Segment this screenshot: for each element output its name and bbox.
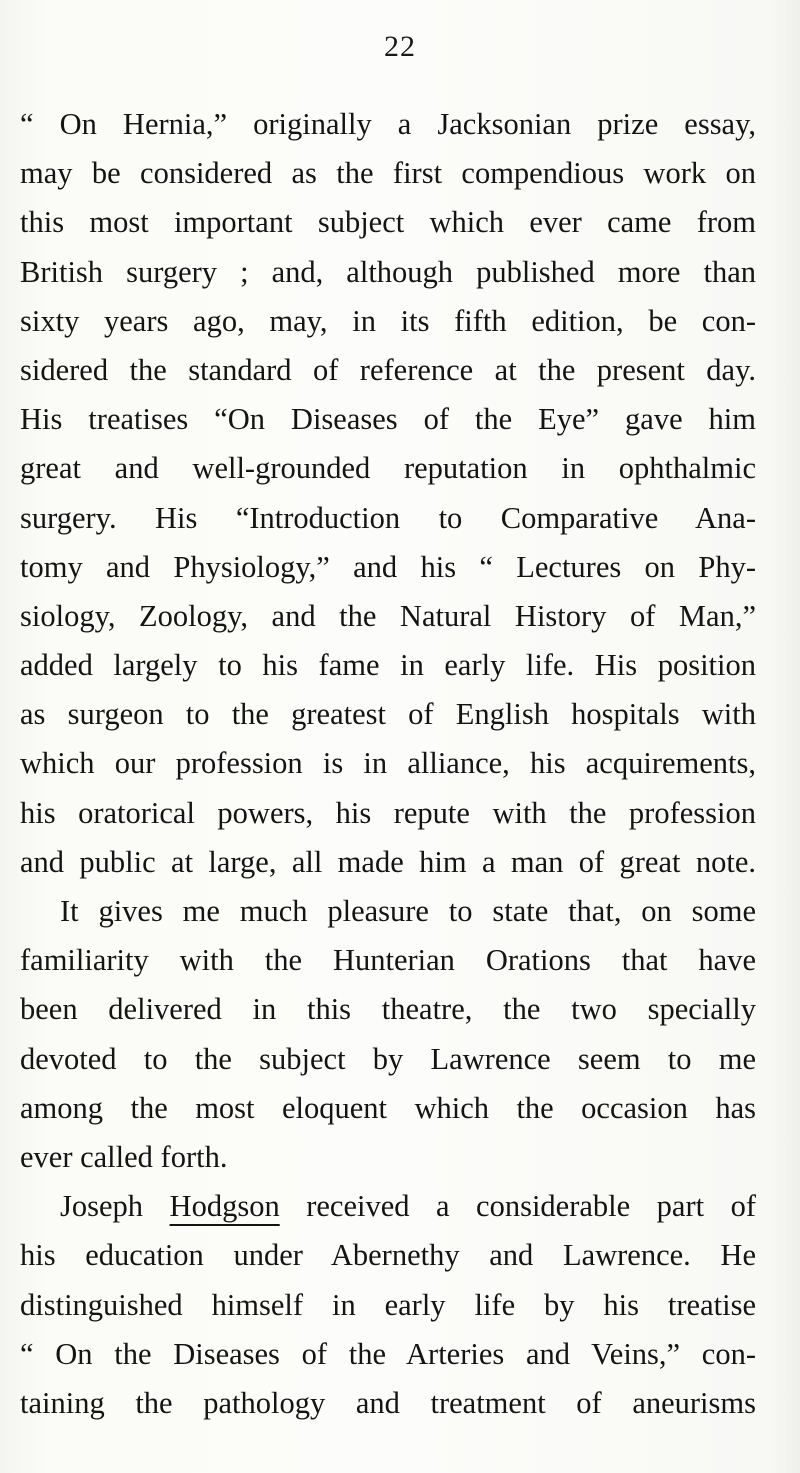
text-line: among the most eloquent which the occasion has bbox=[20, 1090, 756, 1125]
text-line: this most important subject which ever came from bbox=[20, 205, 756, 240]
text-fragment: received a considerable part of bbox=[306, 1189, 756, 1224]
text-line: surgery. His “Introduction to Comparative Ana- bbox=[20, 500, 756, 535]
text-line: and public at large, all made him a man of great note. bbox=[20, 844, 756, 879]
text-line bbox=[20, 1182, 756, 1231]
text-line: been delivered in this theatre, the two specially bbox=[20, 992, 756, 1027]
text-line: ever called forth. bbox=[20, 1139, 228, 1174]
paragraph-hernia-essay bbox=[20, 100, 756, 887]
text-line: “ On the Diseases of the Arteries and Veins,” con- bbox=[20, 1336, 756, 1371]
text-line: siology, Zoology, and the Natural History of Man,” bbox=[20, 598, 756, 633]
text-line: devoted to the subject by Lawrence seem to me bbox=[20, 1041, 756, 1076]
text-line: sidered the standard of reference at the present day. bbox=[20, 352, 756, 387]
text-line: distinguished himself in early life by his treatise bbox=[20, 1287, 756, 1322]
text-line: British surgery ; and, although published more than bbox=[20, 254, 756, 289]
paragraph-joseph-hodgson bbox=[20, 1182, 756, 1428]
text-line: which our profession is in alliance, his acquirements, bbox=[20, 746, 756, 781]
text-line: his education under Abernethy and Lawrence. He bbox=[20, 1238, 756, 1273]
text-line: tomy and Physiology,” and his “ Lectures on Phy- bbox=[20, 549, 756, 584]
text-line: His treatises “On Diseases of the Eye” gave him bbox=[20, 402, 756, 437]
page-number: 22 bbox=[384, 30, 416, 63]
text-line: It gives me much pleasure to state that, on some bbox=[60, 894, 756, 928]
text-line: may be considered as the first compendious work on bbox=[20, 156, 756, 191]
text-line: sixty years ago, may, in its fifth edition, be con- bbox=[20, 303, 756, 338]
text-line: familiarity with the Hunterian Orations that have bbox=[20, 943, 756, 978]
paragraph-hunterian-orations bbox=[20, 887, 756, 1182]
text-fragment: Joseph bbox=[60, 1189, 144, 1224]
text-line: as surgeon to the greatest of English hospitals with bbox=[20, 697, 756, 732]
underlined-name: Hodgson bbox=[169, 1189, 280, 1224]
text-line: “ On Hernia,” originally a Jacksonian prize essay, bbox=[20, 107, 756, 141]
text-line: taining the pathology and treatment of aneurisms bbox=[20, 1385, 756, 1420]
text-line: added largely to his fame in early life. His position bbox=[20, 648, 756, 683]
text-line: his oratorical powers, his repute with the profession bbox=[20, 795, 756, 830]
body-text bbox=[20, 100, 756, 1428]
text-line: great and well-grounded reputation in ophthalmic bbox=[20, 451, 756, 486]
